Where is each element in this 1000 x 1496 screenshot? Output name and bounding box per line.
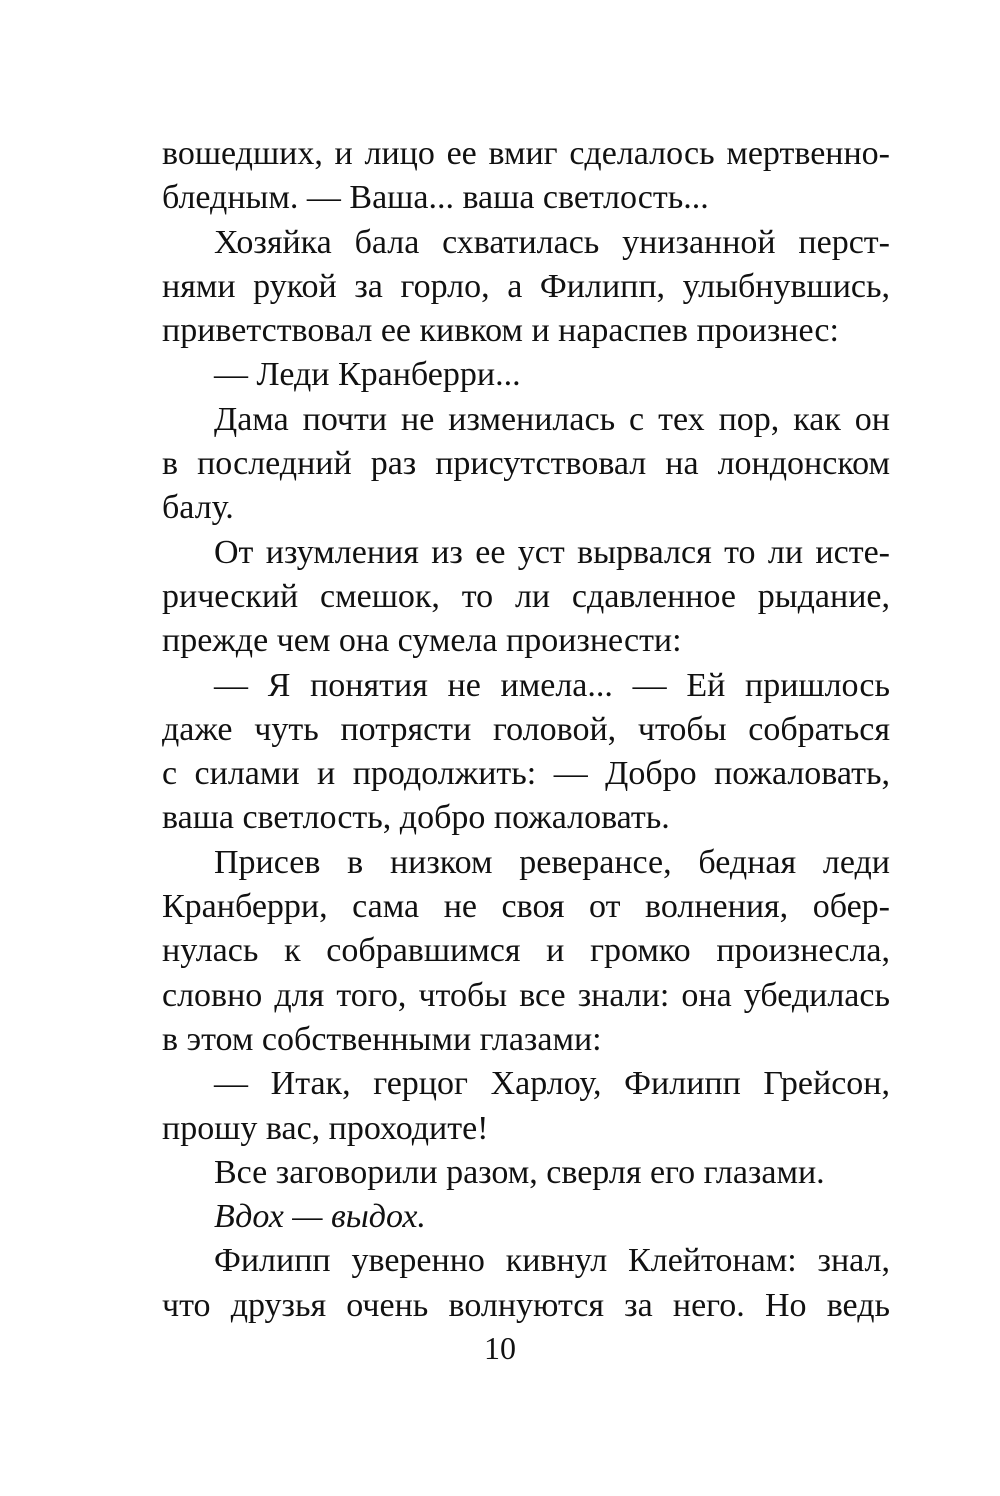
text-line: Вдох — выдох. — [214, 1198, 426, 1236]
text-line: Присев в низком реверансе, бедная леди — [214, 843, 890, 881]
text-line: Хозяйка бала схватилась унизанной перст- — [214, 223, 890, 261]
text-line: Все заговорили разом, сверля его глазами. — [214, 1153, 825, 1191]
text-line: словно для того, чтобы все знали: она убедилась — [162, 976, 890, 1014]
text-line: — Леди Кранберри... — [214, 356, 521, 394]
text-line: Дама почти не изменилась с тех пор, как он — [214, 400, 890, 438]
text-line: ваша светлость, добро пожаловать. — [162, 799, 670, 837]
text-line: с силами и продолжить: — Добро пожаловать, — [162, 755, 890, 793]
text-line: нями рукой за горло, а Филипп, улыбнувшись, — [162, 267, 890, 305]
text-line: бледным. — Ваша... ваша светлость... — [162, 179, 709, 217]
text-line: — Я понятия не имела... — Ей пришлось — [214, 666, 890, 704]
text-line: — Итак, герцог Харлоу, Филипп Грейсон, — [214, 1065, 890, 1103]
text-line: прошу вас, проходите! — [162, 1109, 489, 1147]
text-line: прежде чем она сумела произнести: — [162, 622, 682, 660]
text-line: в последний раз присутствовал на лондонском — [162, 445, 890, 483]
text-line: От изумления из ее уст вырвался то ли исте- — [214, 533, 890, 571]
page-number: 10 — [484, 1330, 516, 1366]
body-text — [162, 132, 890, 1328]
text-line: нулась к собравшимся и громко произнесла, — [162, 932, 890, 970]
text-line: в этом собственными глазами: — [162, 1020, 602, 1058]
text-line: балу. — [162, 489, 234, 527]
text-line: вошедших, и лицо ее вмиг сделалось мертвенно- — [162, 135, 890, 172]
text-line: что друзья очень волнуются за него. Но ведь — [162, 1286, 890, 1324]
text-line: Филипп уверенно кивнул Клейтонам: знал, — [214, 1242, 890, 1280]
text-line: даже чуть потрясти головой, чтобы собраться — [162, 710, 890, 748]
text-line: Кранберри, сама не своя от волнения, обер- — [162, 888, 890, 926]
text-line: приветствовал ее кивком и нараспев произнес: — [162, 312, 839, 350]
text-line: рический смешок, то ли сдавленное рыдание, — [162, 577, 890, 615]
